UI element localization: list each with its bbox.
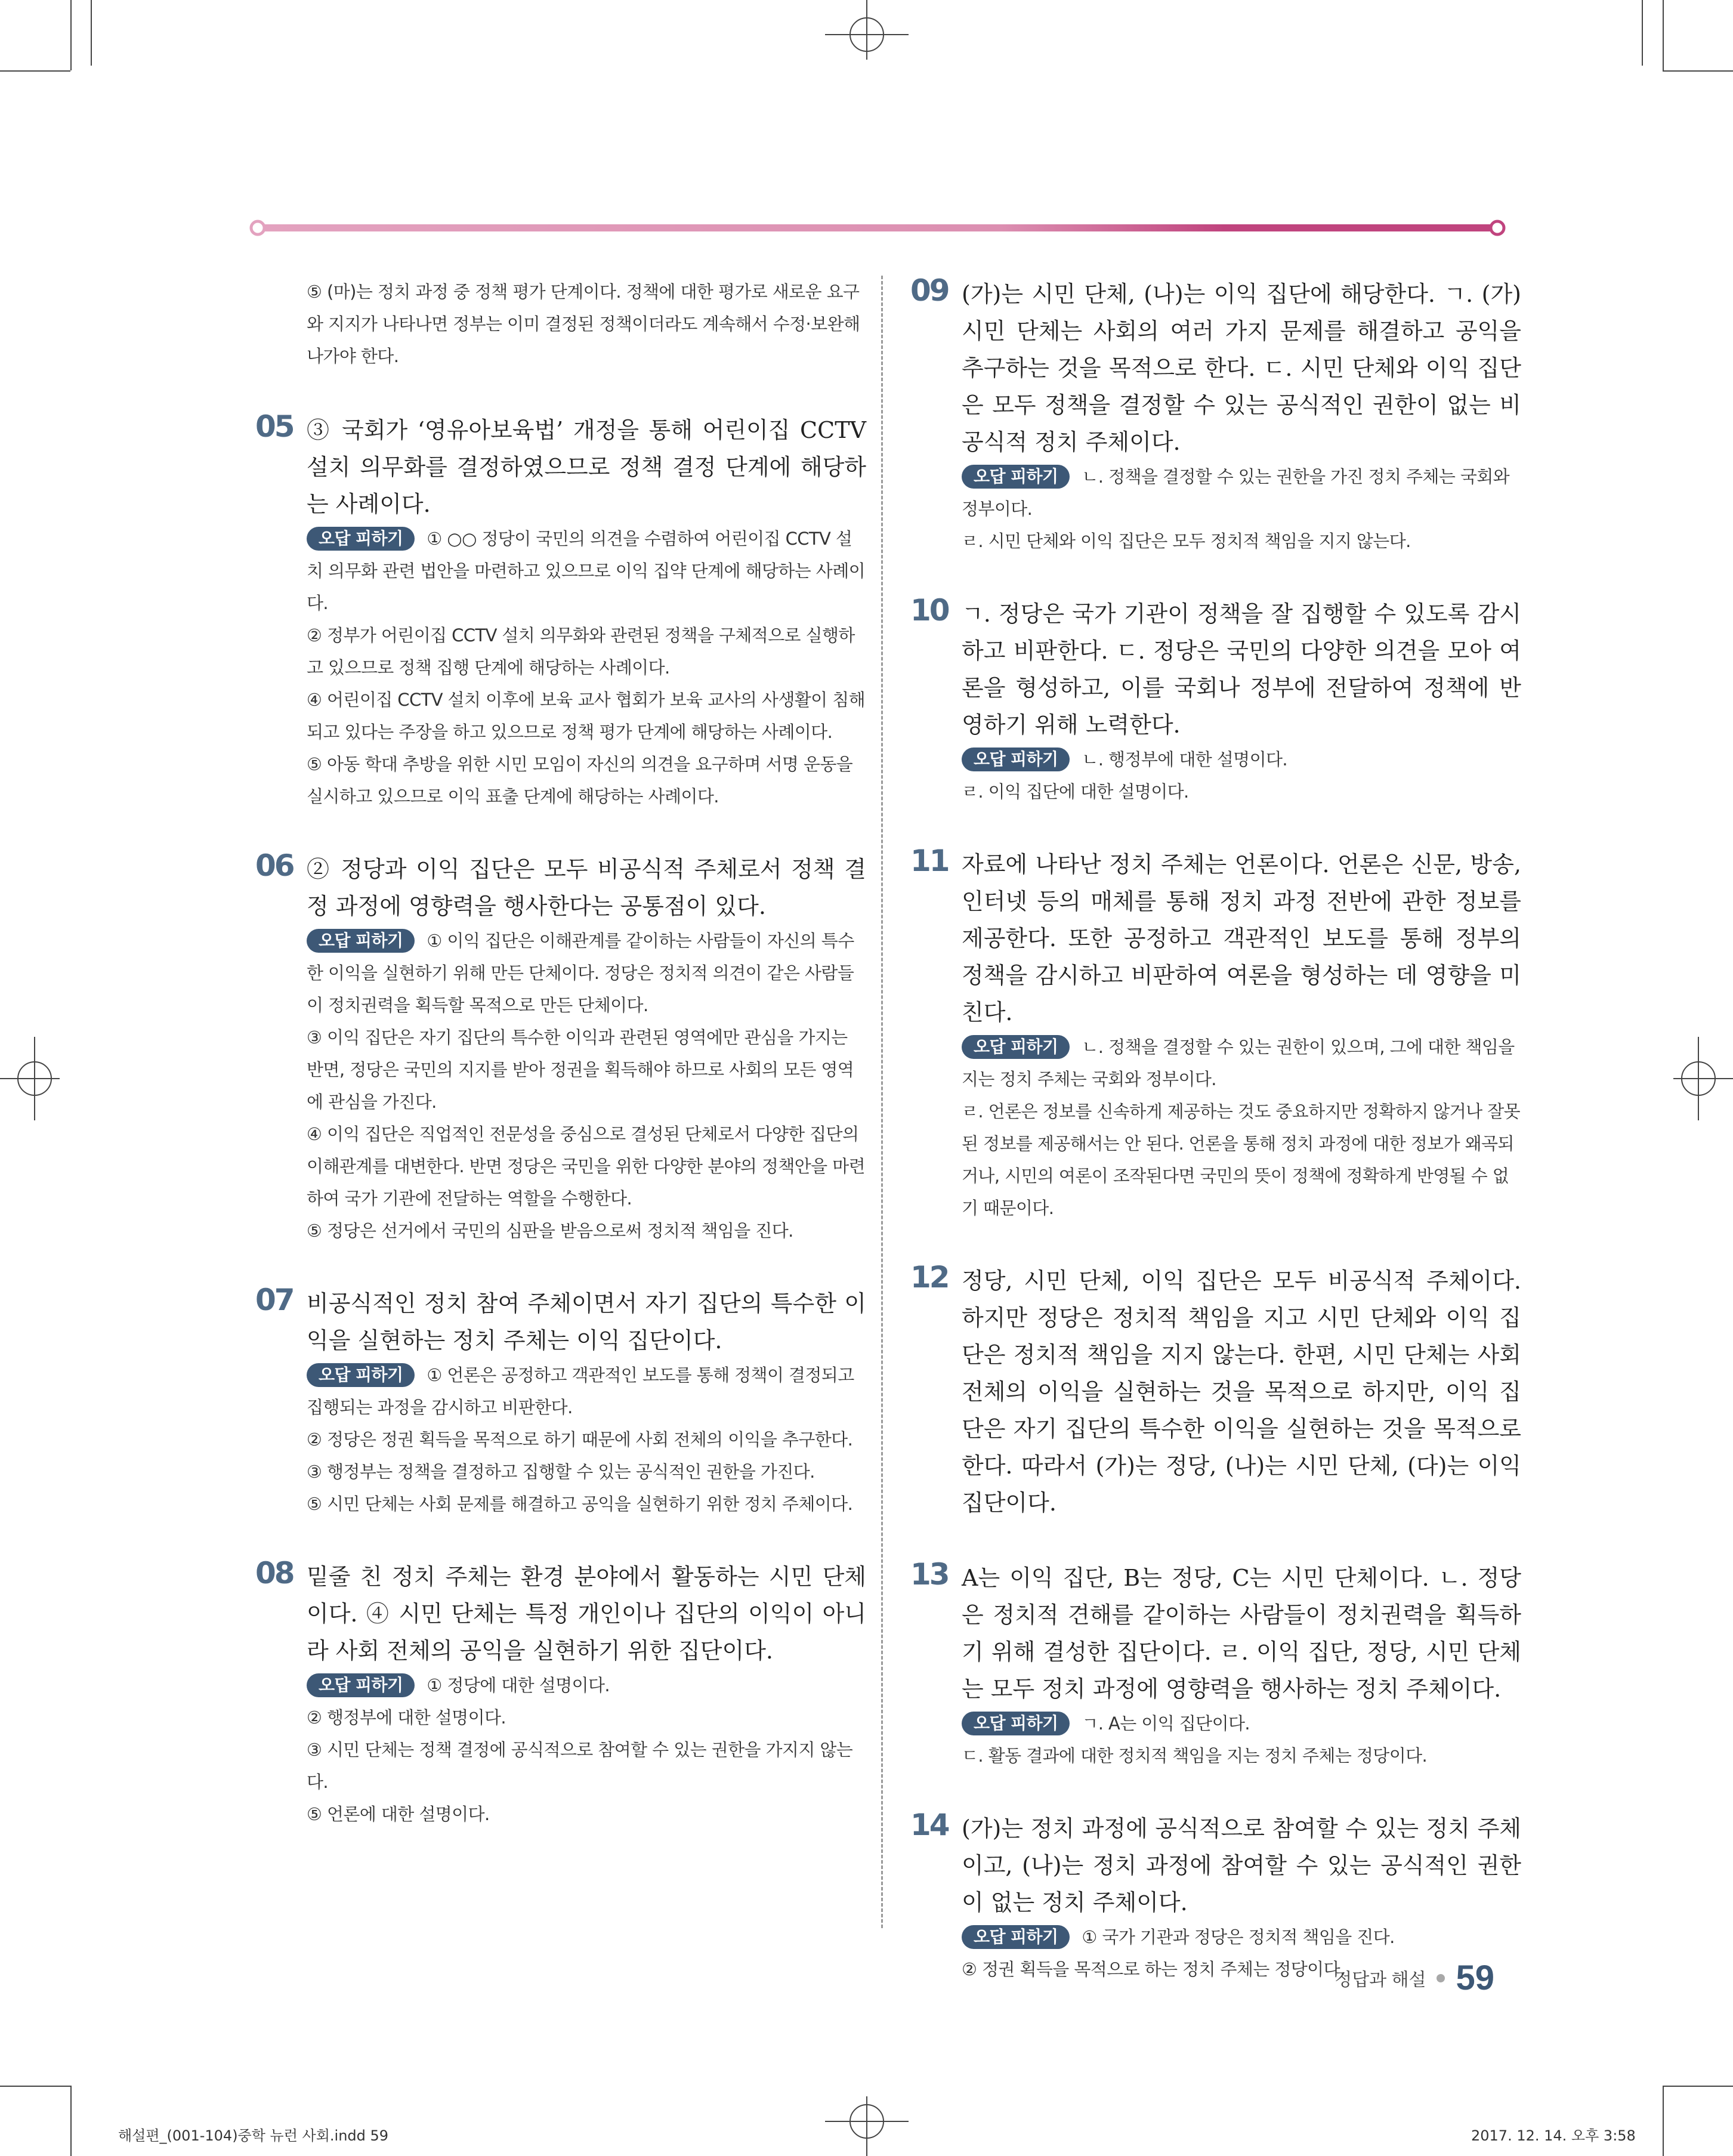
answer-item-08 <box>255 1558 866 1830</box>
wrong-answer-badge: 오답 피하기 <box>307 929 415 953</box>
wrong-answer-note <box>962 743 1521 776</box>
wrong-answer-note <box>307 1669 866 1701</box>
crop-mark <box>1663 2086 1664 2156</box>
header-decorative-bar <box>249 220 1506 236</box>
note-text: ⑤ 시민 단체는 사회 문제를 해결하고 공익을 실현하기 위한 정치 주체이다. <box>307 1494 853 1514</box>
crop-mark <box>0 2086 70 2087</box>
answer-explanation: 정당, 시민 단체, 이익 집단은 모두 비공식적 주체이다. 하지만 정당은 정치적 책임을 지고 시민 단체와 이익 집단은 정치적 책임을 지지 않는다. 한편, 시민 단체는 사회 전체의 이익을 실현하는 것을 목적으로 하지만, 이익 집단은 자기 집단의 특수한 이익을 실현하는 것을 목적으로 한다. 따라서 (가)는 정당, (나)는 시민 단체, (다)는 이익 집단이다. <box>962 1268 1521 1516</box>
wrong-answer-note <box>307 1359 866 1423</box>
note-text: ㄷ. 활동 결과에 대한 정치적 책임을 지는 정치 주체는 정당이다. <box>962 1746 1428 1766</box>
column-divider <box>881 276 883 1928</box>
note-text: ① ○○ 정당이 국민의 의견을 수렴하여 어린이집 CCTV 설치 의무화 관련 법안을 마련하고 있으므로 이익 집약 단계에 해당하는 사례이다. <box>307 529 866 613</box>
question-number: 14 <box>910 1808 949 1842</box>
crop-mark <box>1663 2086 1733 2087</box>
wrong-answer-badge: 오답 피하기 <box>307 1673 415 1697</box>
question-number: 13 <box>910 1557 949 1592</box>
note-text: ㄹ. 이익 집단에 대한 설명이다. <box>962 782 1189 802</box>
note-text: ⑤ 아동 학대 추방을 위한 시민 모임이 자신의 의견을 요구하며 서명 운동을 실시하고 있으므로 이익 표출 단계에 해당하는 사례이다. <box>307 754 853 807</box>
crop-mark <box>1663 70 1733 72</box>
question-number: 07 <box>255 1283 294 1317</box>
question-number: 12 <box>910 1260 949 1295</box>
print-slug-timestamp: 2017. 12. 14. 오후 3:58 <box>1471 2127 1636 2144</box>
wrong-answer-note <box>962 1921 1521 1953</box>
note-text: ㄹ. 시민 단체와 이익 집단은 모두 정치적 책임을 지지 않는다. <box>962 531 1411 551</box>
answer-item-06 <box>255 848 866 1247</box>
question-number: 06 <box>255 848 294 883</box>
note-text: ② 정당은 정권 획득을 목적으로 하기 때문에 사회 전체의 이익을 추구한다. <box>307 1429 853 1450</box>
note-text: ① 이익 집단은 이해관계를 같이하는 사람들이 자신의 특수한 이익을 실현하기 위해 만든 단체이다. 정당은 정치적 의견이 같은 사람들이 정치권력을 획득할 목적으로 만든 단체이다. <box>307 931 854 1015</box>
note-text: ④ 어린이집 CCTV 설치 이후에 보육 교사 협회가 보육 교사의 사생활이 침해되고 있다는 주장을 하고 있으므로 정책 평가 단계에 해당하는 사례이다. <box>307 690 866 742</box>
wrong-answer-badge: 오답 피하기 <box>962 748 1070 771</box>
wrong-answer-badge: 오답 피하기 <box>962 1712 1070 1735</box>
note-text: ③ 시민 단체는 정책 결정에 공식적으로 참여할 수 있는 권한을 가지지 않는다. <box>307 1740 853 1792</box>
note-text: ㄴ. 정책을 결정할 수 있는 권한을 가진 정치 주체는 국회와 정부이다. <box>962 467 1510 519</box>
note-text: ② 행정부에 대한 설명이다. <box>307 1707 506 1728</box>
page-number: 59 <box>1456 1959 1494 1997</box>
note-text: ㄱ. A는 이익 집단이다. <box>1082 1713 1250 1734</box>
answer-explanation: ② 정당과 이익 집단은 모두 비공식적 주체로서 정책 결정 과정에 영향력을 행사한다는 공통점이 있다. <box>307 856 866 919</box>
note-text: ⑤ 언론에 대한 설명이다. <box>307 1804 490 1824</box>
answer-explanation: 밑줄 친 정치 주체는 환경 분야에서 활동하는 시민 단체이다. ④ 시민 단체는 특정 개인이나 집단의 이익이 아니라 사회 전체의 공익을 실현하기 위한 집단이다. <box>307 1564 866 1664</box>
wrong-answer-note <box>962 1707 1521 1740</box>
question-number: 08 <box>255 1556 294 1590</box>
wrong-answer-note <box>962 461 1521 525</box>
wrong-answer-badge: 오답 피하기 <box>962 465 1070 489</box>
question-number: 09 <box>910 273 949 308</box>
wrong-answer-note <box>307 523 866 619</box>
note-text: ④ 이익 집단은 직업적인 전문성을 중심으로 결성된 단체로서 다양한 집단의 이해관계를 대변한다. 반면 정당은 국민을 위한 다양한 분야의 정책안을 마련하여 국가 기관에 전달하는 역할을 수행한다. <box>307 1124 866 1209</box>
answer-item-05 <box>255 409 866 813</box>
crop-mark <box>70 0 72 70</box>
note-text: ⑤ 정당은 선거에서 국민의 심판을 받음으로써 정치적 책임을 진다. <box>307 1221 793 1241</box>
answer-item-11 <box>910 846 1521 1224</box>
answer-item-09 <box>910 273 1521 557</box>
page-footer <box>1334 1958 1494 1998</box>
note-text: ③ 이익 집단은 자기 집단의 특수한 이익과 관련된 영역에만 관심을 가지는 반면, 정당은 국민의 지지를 받아 정권을 획득해야 하므로 사회의 모든 영역에 관심을 가진다. <box>307 1027 854 1112</box>
question-number: 11 <box>910 844 949 878</box>
registration-mark-right <box>1673 1037 1733 1120</box>
wrong-answer-badge: 오답 피하기 <box>962 1035 1070 1059</box>
answer-item-continued <box>255 276 866 372</box>
answer-explanation: 자료에 나타난 정치 주체는 언론이다. 언론은 신문, 방송, 인터넷 등의 매체를 통해 정치 과정 전반에 관한 정보를 제공한다. 또한 공정하고 객관적인 보도를 통해 정부의 정책을 감시하고 비판하여 여론을 형성하는 데 영향을 미친다. <box>962 851 1521 1026</box>
answer-item-12 <box>910 1262 1521 1521</box>
answer-explanation: A는 이익 집단, B는 정당, C는 시민 단체이다. ㄴ. 정당은 정치적 견해를 같이하는 사람들이 정치권력을 획득하기 위해 결성한 집단이다. ㄹ. 이익 집단, 정당, 시민 단체는 모두 정치 과정에 영향력을 행사하는 정치 주체이다. <box>962 1565 1521 1702</box>
answer-explanation: ㄱ. 정당은 국가 기관이 정책을 잘 집행할 수 있도록 감시하고 비판한다. ㄷ. 정당은 국민의 다양한 의견을 모아 여론을 형성하고, 이를 국회나 정부에 전달하여 정책에 반영하기 위해 노력한다. <box>962 601 1521 738</box>
answer-explanation: (가)는 시민 단체, (나)는 이익 집단에 해당한다. ㄱ. (가) 시민 단체는 사회의 여러 가지 문제를 해결하고 공익을 추구하는 것을 목적으로 한다. ㄷ. 시민 단체와 이익 집단은 모두 정책을 결정할 수 있는 공식적인 권한이 없는 비공식적 정치 주체이다. <box>962 281 1521 455</box>
note-text: ① 국가 기관과 정당은 정치적 책임을 진다. <box>1082 1927 1395 1947</box>
answer-explanation: (가)는 정치 과정에 공식적으로 참여할 수 있는 정치 주체이고, (나)는 정치 과정에 참여할 수 있는 공식적인 권한이 없는 정치 주체이다. <box>962 1815 1521 1916</box>
note-text: ③ 행정부는 정책을 결정하고 집행할 수 있는 공식적인 권한을 가진다. <box>307 1462 815 1482</box>
answer-note: ⑤ (마)는 정치 과정 중 정책 평가 단계이다. 정책에 대한 평가로 새로운 요구와 지지가 나타나면 정부는 이미 결정된 정책이더라도 계속해서 수정·보완해 나가야 한다. <box>307 282 860 366</box>
wrong-answer-badge: 오답 피하기 <box>962 1925 1070 1949</box>
question-number: 05 <box>255 409 294 444</box>
registration-mark-left <box>0 1037 60 1120</box>
wrong-answer-note <box>962 1031 1521 1095</box>
note-text: ② 정권 획득을 목적으로 하는 정치 주체는 정당이다. <box>962 1959 1345 1979</box>
crop-mark <box>1663 0 1664 70</box>
section-label: 정답과 해설 <box>1334 1970 1426 1990</box>
crop-mark <box>70 2086 72 2156</box>
answer-explanation: ③ 국회가 ‘영유아보육법’ 개정을 통해 어린이집 CCTV 설치 의무화를 결정하였으므로 정책 결정 단계에 해당하는 사례이다. <box>307 417 866 517</box>
registration-mark-bottom <box>825 2096 909 2156</box>
crop-mark <box>91 0 92 66</box>
note-text: ㄹ. 언론은 정보를 신속하게 제공하는 것도 중요하지만 정확하지 않거나 잘못된 정보를 제공해서는 안 된다. 언론을 통해 정치 과정에 대한 정보가 왜곡되거나, 시민의 여론이 조작된다면 국민의 뜻이 정책에 정확하게 반영될 수 없기 때문이다. <box>962 1101 1521 1218</box>
question-number: 10 <box>910 593 949 628</box>
answer-item-10 <box>910 595 1521 808</box>
answer-item-13 <box>910 1559 1521 1772</box>
crop-mark <box>0 70 70 72</box>
note-text: ㄴ. 행정부에 대한 설명이다. <box>1082 749 1288 770</box>
note-text: ② 정부가 어린이집 CCTV 설치 의무화와 관련된 정책을 구체적으로 실행하고 있으므로 정책 집행 단계에 해당하는 사례이다. <box>307 625 855 678</box>
note-text: ① 정당에 대한 설명이다. <box>427 1675 610 1695</box>
print-slug-file: 해설편_(001-104)중학 뉴런 사회.indd 59 <box>118 2127 389 2144</box>
wrong-answer-badge: 오답 피하기 <box>307 527 415 551</box>
registration-mark-top <box>825 0 909 60</box>
right-column <box>910 273 1521 1985</box>
wrong-answer-badge: 오답 피하기 <box>307 1363 415 1387</box>
answer-explanation: 비공식적인 정치 참여 주체이면서 자기 집단의 특수한 이익을 실현하는 정치 주체는 이익 집단이다. <box>307 1290 866 1354</box>
answer-item-07 <box>255 1285 866 1520</box>
note-text: ① 언론은 공정하고 객관적인 보도를 통해 정책이 결정되고 집행되는 과정을 감시하고 비판한다. <box>307 1365 854 1417</box>
wrong-answer-note <box>307 925 866 1021</box>
bullet-dot-icon <box>1437 1974 1445 1982</box>
left-column <box>255 276 866 1830</box>
crop-mark <box>1642 0 1643 66</box>
note-text: ㄴ. 정책을 결정할 수 있는 권한이 있으며, 그에 대한 책임을 지는 정치 주체는 국회와 정부이다. <box>962 1037 1515 1089</box>
